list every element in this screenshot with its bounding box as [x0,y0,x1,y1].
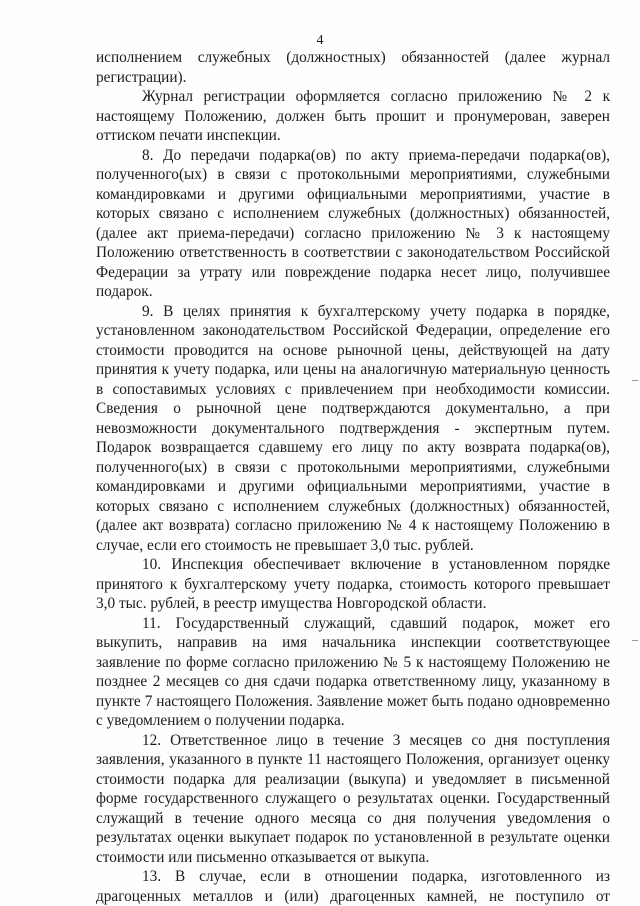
scan-edge-mark [632,380,638,381]
paragraph-9: 9. В целях принятия к бухгалтерскому учету подарка в порядке, установленном законодательством Российской Федерации, определение его стоимости проводится на основе рыночной цены, действующей на дату принятия к учету подарка, или цены на аналогичную материальную ценность в сопоставимых условиях с привлечением при необходимости комиссии. Сведения о рыночной цене подтверждаются документально, а при невозможности документального подтверждения - экспертным путем. Подарок возвращается сдавшему его лицу по акту возврата подарка(ов), полученного(ых) в связи с протокольными мероприятиями, служебными командировками и другими официальными мероприятиями, участие в которых связано с исполнением служебных (должностных) обязанностей, (далее акт возврата) согласно приложению № 4 к настоящему Положению в случае, если его стоимость не превышает 3,0 тыс. рублей. [96,302,610,554]
page-number: 4 [316,33,324,48]
paragraph-12: 12. Ответственное лицо в течение 3 месяцев со дня поступления заявления, указанного в пункте 11 настоящего Положения, организует оценку стоимости подарка для реализации (выкупа) и уведомляет в письменной форме государственного служащего о результатах оценки. Государственный служащий в течение одного месяца со дня получения уведомления о результатах оценки выкупает подарок по установленной в результате оценки стоимости или письменно отказывается от выкупа. [96,731,610,866]
paragraph-13: 13. В случае, если в отношении подарка, изготовленного из драгоценных металлов и (или) драгоценных камней, не поступило от [96,868,610,905]
document-body [96,48,610,906]
scan-edge-mark [632,640,638,641]
paragraph-journal-registration: Журнал регистрации оформляется согласно приложению № 2 к настоящему Положению, должен быть прошит и пронумерован, заверен оттиском печати инспекции. [96,88,610,144]
paragraph-11: 11. Государственный служащий, сдавший подарок, может его выкупить, направив на имя начальника инспекции соответствующее заявление по форме согласно приложению № 5 к настоящему Положению не позднее 2 месяцев со дня сдачи подарка ответственному лицу, указанному в пункте 7 настоящего Положения. Заявление может быть подано одновременно с уведомлением о получении подарка. [96,614,610,729]
paragraph-8: 8. До передачи подарка(ов) по акту приема-передачи подарка(ов), полученного(ых) в связи с протокольными мероприятиями, служебными командировками и другими официальными мероприятиями, участие в которых связано с исполнением служебных (должностных) обязанностей, (далее акт приема-передачи) согласно приложению № 3 к настоящему Положению ответственность в соответствии с законодательством Российской Федерации за утрату или повреждение подарка несет лицо, получившее подарок. [96,146,610,300]
paragraph-continuation: исполнением служебных (должностных) обязанностей (далее журнал регистрации). [96,49,610,86]
paragraph-10: 10. Инспекция обеспечивает включение в установленном порядке принятого к бухгалтерскому учету подарка, стоимость которого превышает 3,0 тыс. рублей, в реестр имущества Новгородской области. [96,556,610,612]
